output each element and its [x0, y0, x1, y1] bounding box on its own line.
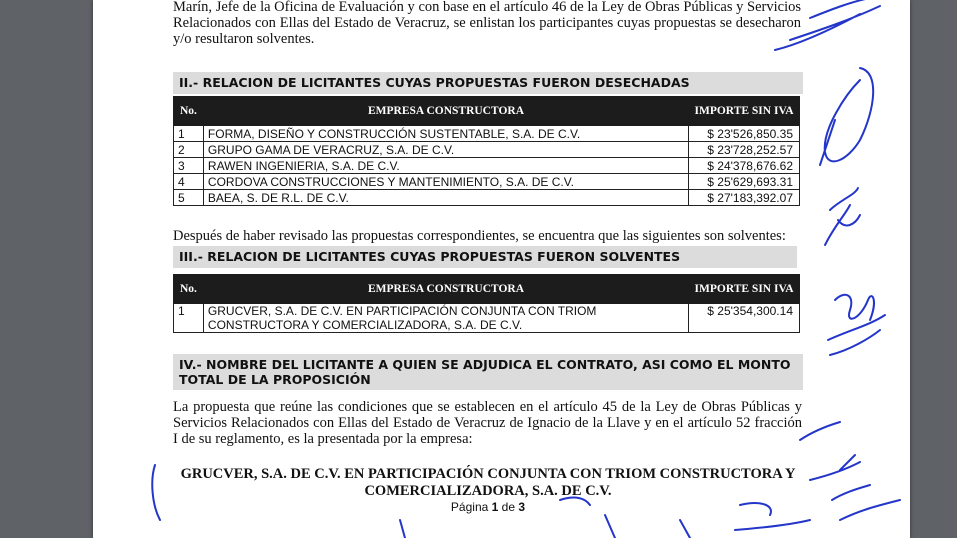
amount: $ 25'354,300.14 — [689, 304, 800, 333]
amount: $ 23'728,252.57 — [689, 142, 800, 158]
signature-top-right — [775, 0, 880, 50]
company-name-line: CONSTRUCTORA Y COMERCIALIZADORA, S.A. DE C.V. — [207, 318, 523, 332]
section-4-title-line: IV.- NOMBRE DEL LICITANTE A QUIEN SE ADJUDICA EL CONTRATO, ASI COMO EL MONTO — [179, 357, 791, 372]
company-name: CORDOVA CONSTRUCCIONES Y MANTENIMIENTO, S.A. DE C.V. — [203, 174, 688, 190]
winning-bidder-line: COMERCIALIZADORA, S.A. DE C.V. — [364, 483, 612, 499]
winning-bidder-line: GRUCVER, S.A. DE C.V. EN PARTICIPACIÓN CONJUNTA CON TRIOM CONSTRUCTORA Y — [180, 466, 796, 482]
row-number: 1 — [174, 304, 204, 333]
column-header-empresa: EMPRESA CONSTRUCTORA — [203, 97, 688, 126]
column-header-empresa: EMPRESA CONSTRUCTORA — [203, 275, 688, 304]
amount: $ 24'378,676.62 — [689, 158, 800, 174]
award-paragraph: La propuesta que reúne las condiciones que se establecen en el artículo 45 de la Ley de Obras Públicas y Servicios Relacionados con Ellas del Estado de Veracruz de Ignacio de la Llave y en el artículo 52 fracción I de su reglamento, es la presentada por la empresa: — [173, 399, 802, 447]
amount: $ 27'183,392.07 — [689, 190, 800, 206]
page-label: Página — [450, 500, 489, 514]
company-name-line: GRUCVER, S.A. DE C.V. EN PARTICIPACIÓN CONJUNTA CON TRIOM — [207, 304, 597, 318]
row-number: 2 — [174, 142, 204, 158]
column-header-importe: IMPORTE SIN IVA — [689, 97, 800, 126]
company-name: BAEA, S. DE R.L. DE C.V. — [203, 190, 688, 206]
row-number: 3 — [174, 158, 204, 174]
intro-paragraph: Marín, Jefe de la Oficina de Evaluación y con base en el artículo 46 de la Ley de Obras Públicas y Servicios Relacionados con Ellas del Estado de Veracruz, se enlistan los participantes cuyas propuestas se desecharon y/o resultaron solventes. — [173, 0, 801, 47]
column-header-no: No. — [174, 275, 204, 304]
row-number: 1 — [174, 126, 204, 142]
signature-oval — [820, 68, 873, 165]
section-3-title: III.- RELACION DE LICITANTES CUYAS PROPUESTAS FUERON SOLVENTES — [173, 246, 797, 268]
section-4-title-line: TOTAL DE LA PROPOSICIÓN — [179, 372, 371, 387]
company-name: FORMA, DISEÑO Y CONSTRUCCIÓN SUSTENTABLE, S.A. DE C.V. — [203, 126, 688, 142]
section-2-title: II.- RELACION DE LICITANTES CUYAS PROPUESTAS FUERON DESECHADAS — [173, 72, 803, 94]
signature-middle — [828, 295, 885, 355]
row-number: 5 — [174, 190, 204, 206]
total-pages: 3 — [518, 500, 526, 514]
company-name: RAWEN INGENIERIA, S.A. DE C.V. — [203, 158, 688, 174]
column-header-no: No. — [174, 97, 204, 126]
signature-lower-right — [800, 422, 900, 520]
signature-small — [825, 188, 860, 245]
amount: $ 23'526,850.35 — [689, 126, 800, 142]
amount: $ 25'629,693.31 — [689, 174, 800, 190]
column-header-importe: IMPORTE SIN IVA — [689, 275, 800, 304]
row-number: 4 — [174, 174, 204, 190]
signature-bottom — [152, 465, 810, 538]
company-name: GRUPO GAMA DE VERACRUZ, S.A. DE C.V. — [203, 142, 688, 158]
current-page: 1 — [491, 500, 499, 514]
solvent-intro-paragraph: Después de haber revisado las propuestas correspondientes, se encuentra que las siguientes son solventes: — [173, 228, 786, 244]
page-separator: de — [501, 500, 516, 514]
